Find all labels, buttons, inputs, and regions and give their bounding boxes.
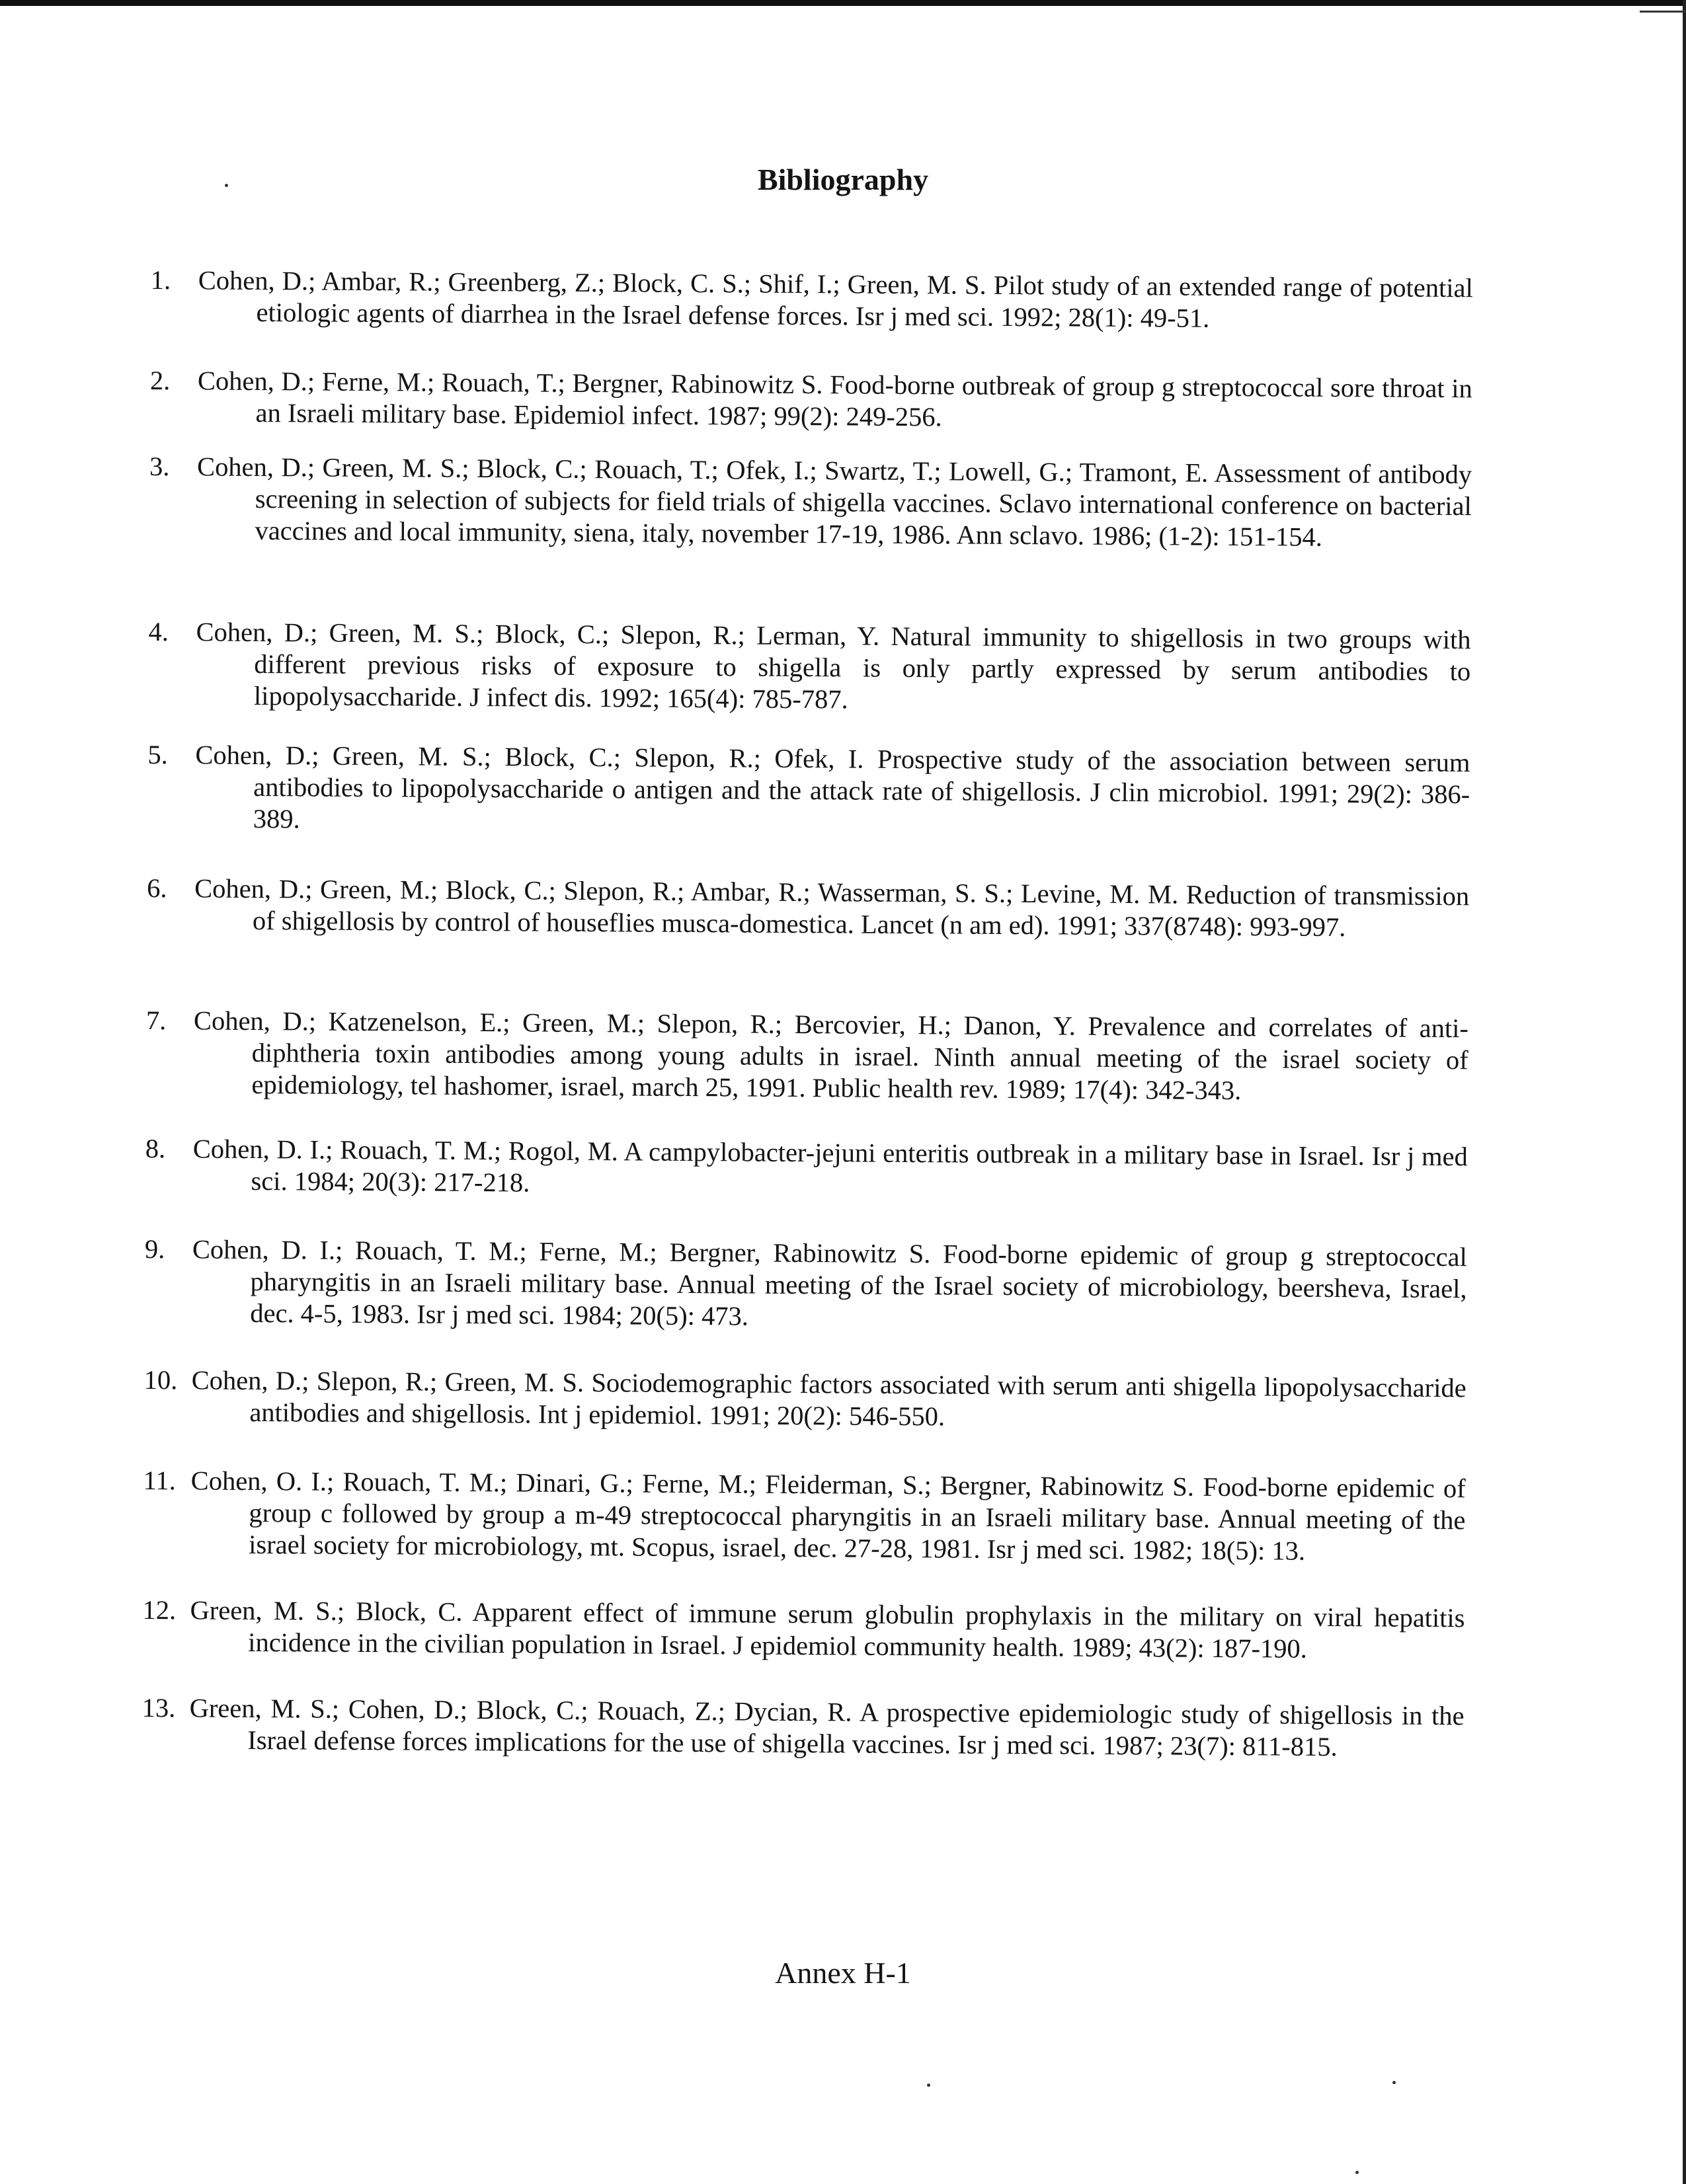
reference-text: Cohen, D. I.; Rouach, T. M.; Rogol, M. A campylobacter-jejuni enteritis outbreak in a military base in Israel. Isr j med sci. 1984; 20(3): 217-218. bbox=[192, 1134, 1468, 1198]
scan-speck bbox=[225, 184, 228, 187]
reference-text: Cohen, D.; Slepon, R.; Green, M. S. Sociodemographic factors associated with serum anti shigella lipopolysaccharide antibodies and shigellosis. Int j epidemiol. 1991; 20(2): 546-550. bbox=[191, 1365, 1466, 1432]
page-title: Bibliography bbox=[757, 163, 929, 196]
reference-number: 13. bbox=[141, 1692, 176, 1723]
reference-item bbox=[142, 1594, 1465, 1666]
reference-text: Cohen, D.; Ferne, M.; Rouach, T.; Bergner, Rabinowitz S. Food-borne outbreak of group g streptococcal sore throat in an Israeli military base. Epidemiol infect. 1987; 99(2): 249-256. bbox=[197, 366, 1473, 432]
reference-list bbox=[141, 264, 1473, 1762]
reference-number: 10. bbox=[143, 1364, 178, 1395]
reference-item bbox=[143, 1465, 1466, 1568]
page-footer: Annex H-1 bbox=[775, 1956, 911, 1990]
reference-text: Cohen, D.; Green, M. S.; Block, C.; Rouach, T.; Ofek, I.; Swartz, T.; Lowell, G.; Tramont, E. Assessment of antibody screening in selection of subjects for field trials of shigella vaccines. Sclavo international conference on bacterial vaccines and local immunity, siena, italy, november 17-19, 1986. Ann sclavo. 1986; (1-2): 151-154. bbox=[196, 451, 1472, 552]
reference-item bbox=[141, 1692, 1465, 1764]
reference-text: Green, M. S.; Cohen, D.; Block, C.; Rouach, Z.; Dycian, R. A prospective epidemiologic study of shigellosis in the Israel defense forces implications for the use of shigella vaccines. Isr j med sci. 1987; 23(7): 811-815. bbox=[189, 1693, 1465, 1762]
reference-item bbox=[148, 616, 1471, 719]
reference-number: 9. bbox=[144, 1233, 165, 1265]
reference-number: 2. bbox=[149, 365, 171, 396]
reference-text: Cohen, D.; Green, M. S.; Block, C.; Slepon, R.; Lerman, Y. Natural immunity to shigellosis in two groups with different previous risks of exposure to shigella is only partly expressed by serum antibodies to lipopolysaccharide. J infect dis. 1992; 165(4): 785-787. bbox=[196, 617, 1471, 715]
scan-speck bbox=[927, 2084, 930, 2087]
reference-item bbox=[149, 451, 1472, 554]
reference-text: Green, M. S.; Block, C. Apparent effect of immune serum globulin prophylaxis in the military on viral hepatitis incidence in the civilian population in Israel. J epidemiol community health. 1989; 43(2): 187-190. bbox=[190, 1595, 1465, 1664]
reference-number: 5. bbox=[147, 739, 168, 770]
scan-border-top bbox=[0, 0, 1686, 6]
reference-number: 4. bbox=[148, 616, 169, 647]
reference-text: Cohen, D.; Green, M.; Block, C.; Slepon, R.; Ambar, R.; Wasserman, S. S.; Levine, M. M. Reduction of transmission of shigellosis by control of houseflies musca-domestica. Lancet (n am ed). 1991; 337(8748): 993-997. bbox=[194, 873, 1470, 943]
reference-number: 1. bbox=[150, 264, 171, 295]
reference-number: 7. bbox=[145, 1005, 167, 1036]
reference-number: 3. bbox=[149, 451, 170, 482]
reference-item bbox=[143, 1364, 1466, 1436]
reference-number: 12. bbox=[142, 1594, 177, 1625]
reference-item bbox=[150, 264, 1473, 336]
reference-text: Cohen, D.; Green, M. S.; Block, C.; Slepon, R.; Ofek, I. Prospective study of the association between serum antibodies to lipopolysaccharide o antigen and the attack rate of shigellosis. J clin microbiol. 1991; 29(2): 386-389. bbox=[195, 740, 1470, 834]
reference-item bbox=[147, 873, 1470, 944]
reference-item bbox=[149, 365, 1472, 436]
reference-item bbox=[145, 1005, 1468, 1108]
reference-number: 6. bbox=[147, 873, 167, 904]
scan-border-right bbox=[1683, 0, 1686, 2184]
reference-item bbox=[145, 1133, 1468, 1204]
reference-number: 8. bbox=[145, 1133, 166, 1164]
reference-number: 11. bbox=[143, 1465, 177, 1496]
reference-text: Cohen, D.; Ambar, R.; Greenberg, Z.; Block, C. S.; Shif, I.; Green, M. S. Pilot study of an extended range of potential etiologic agents of diarrhea in the Israel defense forces. Isr j med sci. 1992; 28(1): 49-51. bbox=[198, 265, 1473, 333]
reference-item bbox=[147, 739, 1470, 842]
scan-speck bbox=[1355, 2171, 1359, 2174]
reference-item bbox=[144, 1233, 1467, 1337]
reference-text: Cohen, O. I.; Rouach, T. M.; Dinari, G.; Ferne, M.; Fleiderman, S.; Bergner, Rabinowitz S. Food-borne epidemic of group c followed by group a m-49 streptococcal pharyngitis in an Israeli military base. Annual meeting of the israel society for microbiology, mt. Scopus, israel, dec. 27-28, 1981. Isr j med sci. 1982; 18(5): 13. bbox=[190, 1465, 1466, 1566]
scan-speck bbox=[1392, 2081, 1396, 2084]
reference-text: Cohen, D.; Katzenelson, E.; Green, M.; Slepon, R.; Bercovier, H.; Danon, Y. Prevalence and correlates of anti-diphtheria toxin antibodies among young adults in israel. Ninth annual meeting of the israel society of epidemiology, tel hashomer, israel, march 25, 1991. Public health rev. 1989; 17(4): 342-343. bbox=[193, 1005, 1469, 1106]
reference-text: Cohen, D. I.; Rouach, T. M.; Ferne, M.; Bergner, Rabinowitz S. Food-borne epidemic of group g streptococcal pharyngitis in an Israeli military base. Annual meeting of the Israel society of microbiology, beersheva, Israel, dec. 4-5, 1983. Isr j med sci. 1984; 20(5): 473. bbox=[192, 1234, 1468, 1331]
scan-corner-mark bbox=[1640, 0, 1686, 13]
